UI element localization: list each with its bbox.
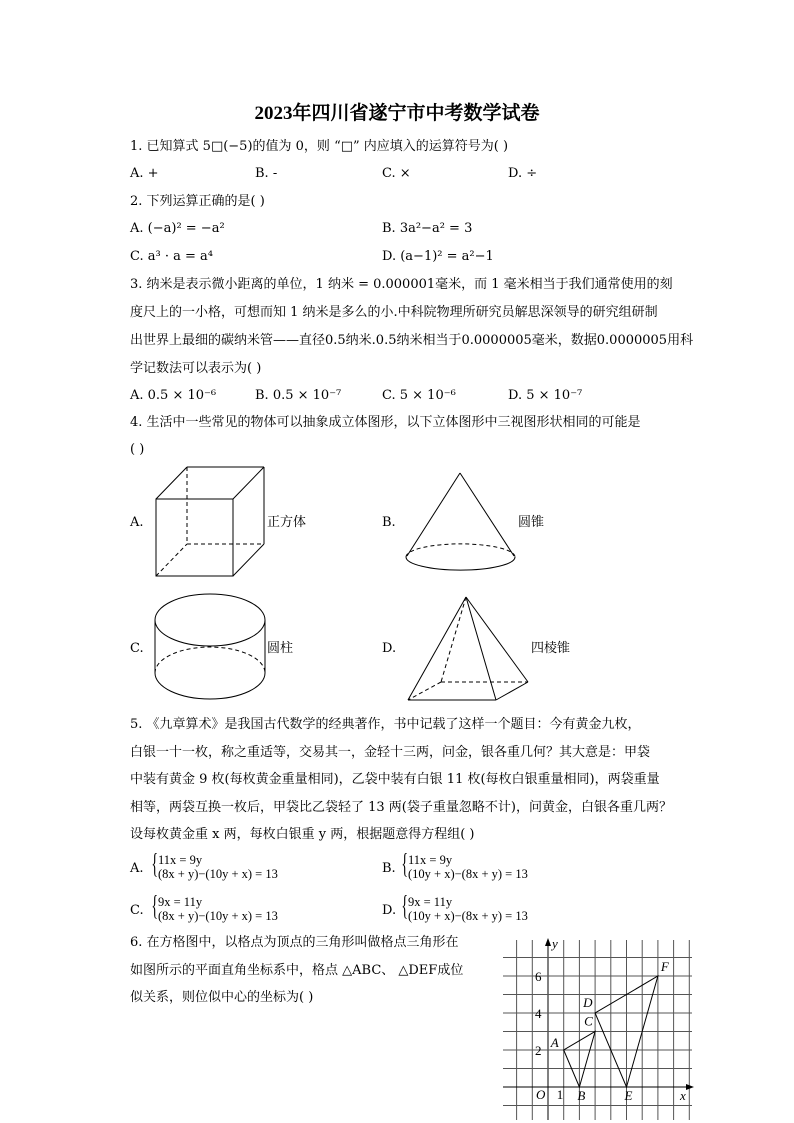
question-5-line: 5. 《九章算术》是我国古代数学的经典著作，书中记载了这样一个题目：今有黄金九枚， <box>130 717 641 732</box>
origin-label: O <box>536 1087 546 1102</box>
q3-option-c: C. 5 × 10⁻⁶ <box>382 388 456 403</box>
point-label-c: C <box>584 1013 593 1029</box>
q5-option-c-letter: C. <box>130 903 144 918</box>
q2-option-b: B. 3a²−a² = 3 <box>382 221 473 236</box>
q1-option-b: B. - <box>255 166 278 181</box>
point-label-e: E <box>624 1088 633 1103</box>
question-5-line: 相等，两袋互换一枚后，甲袋比乙袋轻了 13 两(袋子重量忽略不计)，问黄金，白银各重几两？ <box>130 800 672 815</box>
q5-option-b-system: { 11x = 9y (10y + x)−(8x + y) = 13 <box>401 849 528 881</box>
q4-option-c-name: 圆柱 <box>267 641 294 656</box>
question-6-line: 如图所示的平面直角坐标系中，格点 △ABC、 △DEF成位 <box>130 963 464 978</box>
question-3-line: 度尺上的一小格，可想而知 1 纳米是多么的小.中科院物理所研究员解思深领导的研究组研制 <box>130 305 658 320</box>
q2-option-d: D. (a−1)² = a²−1 <box>382 249 494 264</box>
question-6-line: 似关系，则位似中心的坐标为( ) <box>130 990 314 1005</box>
y-axis-arrow <box>545 938 551 946</box>
q3-option-d: D. 5 × 10⁻⁷ <box>508 388 583 403</box>
q5-option-a-letter: A. <box>130 861 144 876</box>
x-tick-label: 1 <box>556 1087 564 1102</box>
q5-option-d-system: { 9x = 11y (10y + x)−(8x + y) = 13 <box>401 891 528 923</box>
y-tick-label: 4 <box>535 1006 542 1021</box>
q5-option-b-letter: B. <box>382 861 396 876</box>
point-label-b: B <box>577 1088 586 1103</box>
question-1-stem: 1. 已知算式 5□(−5)的值为 0，则 “□” 内应填入的运算符号为( ) <box>130 139 509 154</box>
q2-option-c: C. a³ · a = a⁴ <box>130 249 213 264</box>
q5-option-d-letter: D. <box>382 903 397 918</box>
q3-option-a: A. 0.5 × 10⁻⁶ <box>130 388 217 403</box>
q4-option-a-letter: A. <box>130 515 144 530</box>
q4-option-d-name: 四棱锥 <box>531 641 571 656</box>
q1-option-d: D. ÷ <box>508 166 538 181</box>
y-tick-label: 6 <box>535 969 542 984</box>
point-label-f: F <box>660 959 669 974</box>
q4-option-b-name: 圆锥 <box>518 515 545 530</box>
q4-option-a-name: 正方体 <box>267 515 307 530</box>
point-label-d: D <box>583 995 593 1010</box>
question-3-line: 学记数法可以表示为( ) <box>130 361 262 376</box>
question-5-line: 中装有黄金 9 枚(每枚黄金重量相同)，乙袋中装有白银 11 枚(每枚白银重量相同)，两袋重量 <box>130 772 660 787</box>
y-tick-label: 2 <box>535 1043 542 1058</box>
question-5-line: 设每枚黄金重 x 两，每枚白银重 y 两，根据题意得方程组( ) <box>130 827 475 842</box>
point-label-a: A <box>550 1035 559 1050</box>
x-axis-label: x <box>680 1088 686 1103</box>
q3-option-b: B. 0.5 × 10⁻⁷ <box>255 388 342 403</box>
question-3-line: 3. 纳米是表示微小距离的单位，1 纳米 = 0.000001毫米，而 1 毫米相当于我们通常使用的刻 <box>130 277 673 292</box>
q2-option-a: A. (−a)² = −a² <box>130 221 225 236</box>
q5-option-a-system: { 11x = 9y (8x + y)−(10y + x) = 13 <box>151 849 278 881</box>
y-axis-label: y <box>552 936 558 951</box>
page-title: 2023年四川省遂宁市中考数学试卷 <box>254 103 540 124</box>
q4-option-c-letter: C. <box>130 641 144 656</box>
q1-option-a: A. + <box>130 166 159 181</box>
question-6-line: 6. 在方格图中，以格点为顶点的三角形叫做格点三角形在 <box>130 935 459 950</box>
question-4-line: 4. 生活中一些常见的物体可以抽象成立体图形，以下立体图形中三视图形状相同的可能是 <box>130 415 641 430</box>
question-2-stem: 2. 下列运算正确的是( ) <box>130 194 265 209</box>
question-4-line: ( ) <box>130 442 145 457</box>
question-5-line: 白银一十一枚，称之重适等，交易其一，金轻十三两，问金，银各重几何？其大意是：甲袋 <box>130 745 651 760</box>
q4-option-d-letter: D. <box>382 641 397 656</box>
question-3-line: 出世界上最细的碳纳米管——直径0.5纳米.0.5纳米相当于0.0000005毫米，数据0.0000005用科 <box>130 333 694 348</box>
q4-option-b-letter: B. <box>382 515 396 530</box>
x-axis-arrow <box>686 1084 694 1090</box>
q5-option-c-system: { 9x = 11y (8x + y)−(10y + x) = 13 <box>151 891 278 923</box>
q1-option-c: C. × <box>382 166 411 181</box>
